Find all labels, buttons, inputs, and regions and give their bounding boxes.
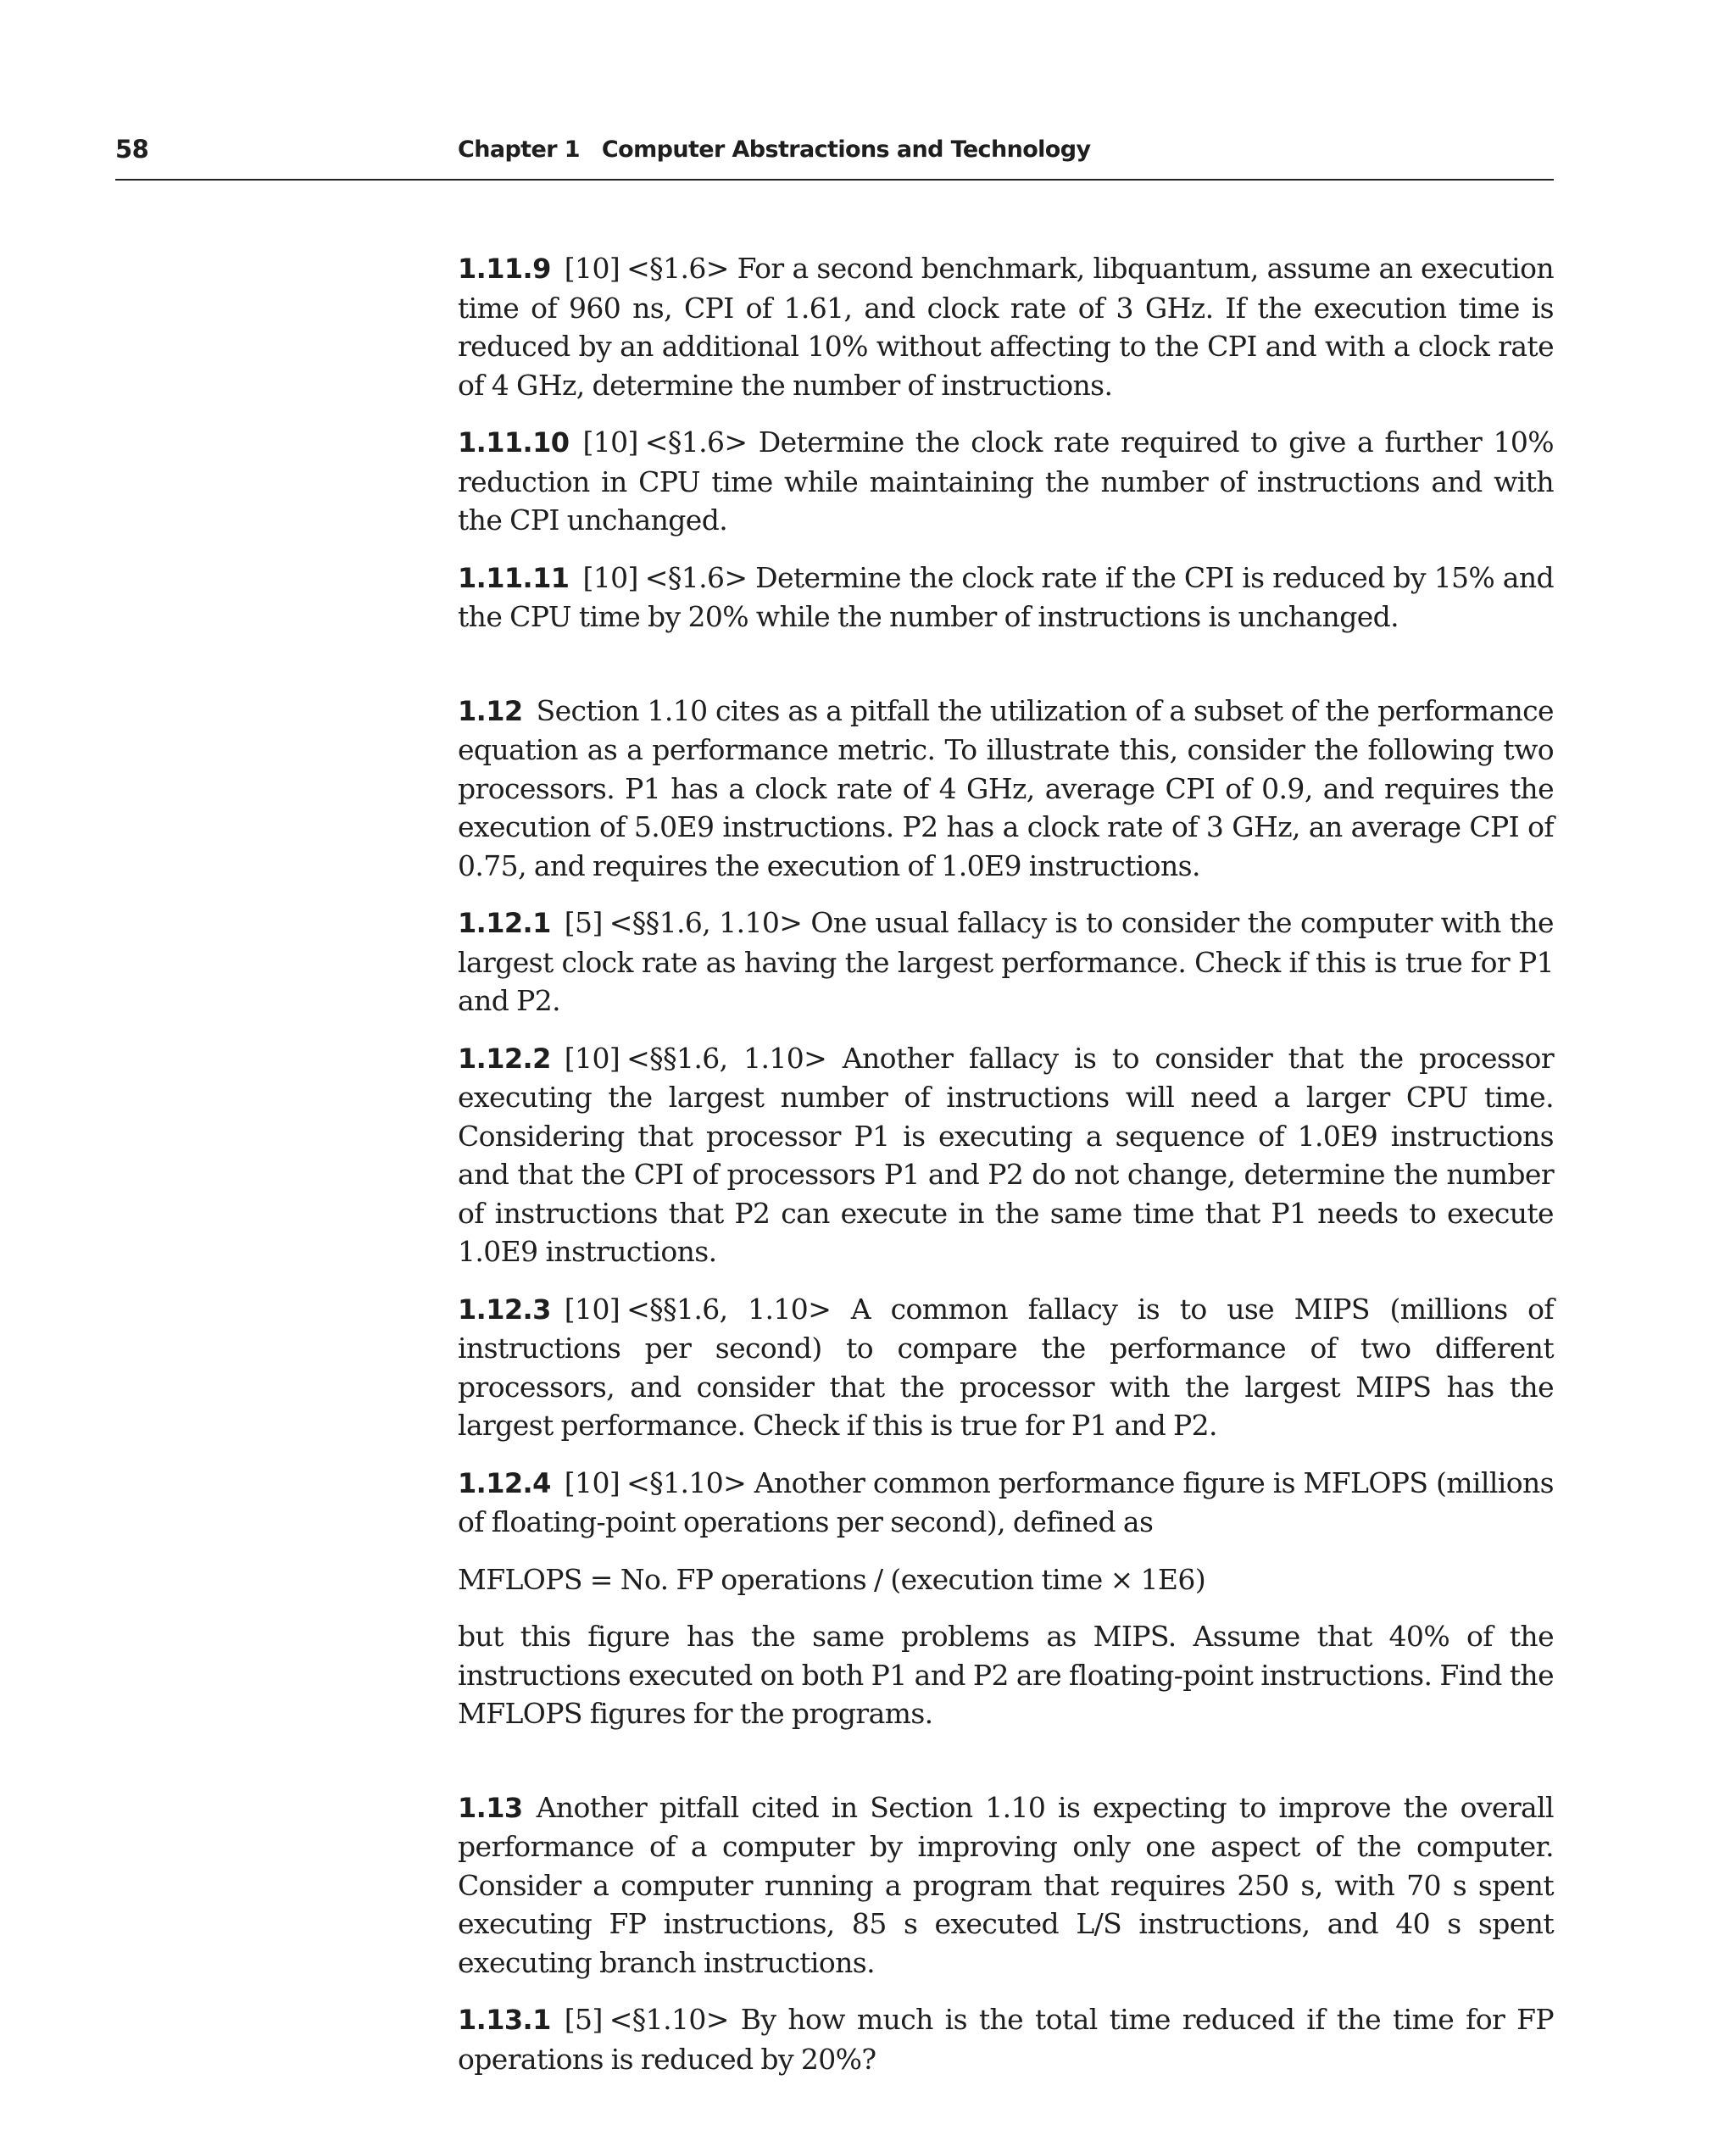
exercise-points: [5]: [564, 2003, 603, 2036]
exercise-1-13-1: [458, 2000, 1554, 2078]
exercise-text: <§1.10> Another common performance figure is MFLOPS (millions of floating-point operations per second), defined as: [458, 1465, 1554, 1538]
exercise-1-11-10: [458, 423, 1554, 540]
running-head: [458, 133, 1090, 167]
exercise-text: <§§1.6, 1.10> Another fallacy is to consider that the processor executing the largest number of instructions will need a larger CPU time. Considering that processor P1 is executing a sequence of 1.0E9 instructions and that the CPI of processors P1 and P2 do not change, determine the number of instructions that P2 can execute in the same time that P1 needs to execute 1.0E9 instructions.: [458, 1041, 1554, 1268]
exercise-points: [10]: [564, 1041, 620, 1075]
exercise-number: 1.13.1: [458, 2004, 551, 2036]
exercise-points: [10]: [582, 560, 638, 594]
exercise-points: [10]: [582, 425, 638, 459]
exercise-number: 1.11.10: [458, 426, 570, 459]
exercise-1-11-11: [458, 559, 1554, 637]
exercise-body: [458, 249, 1554, 2078]
exercise-points: [5]: [564, 906, 603, 939]
exercise-number: 1.11.11: [458, 561, 570, 594]
exercise-1-13: [458, 1788, 1554, 1983]
exercise-text: <§§1.6, 1.10> One usual fallacy is to consider the computer with the largest clock rate as having the largest performance. Check if this is true for P1 and P2.: [458, 906, 1554, 1017]
exercise-text: <§1.6> Determine the clock rate required to give a further 10% reduction in CPU time while maintaining the number of instructions and with the CPI unchanged.: [458, 425, 1554, 537]
header-rule: [115, 179, 1554, 181]
exercise-1-12-4: [458, 1464, 1554, 1542]
exercise-points: [10]: [564, 1465, 620, 1499]
exercise-1-11-9: [458, 249, 1554, 404]
exercise-1-12-1: [458, 904, 1554, 1020]
exercise-text: <§1.10> By how much is the total time reduced if the time for FP operations is reduced by 20%?: [458, 2003, 1554, 2076]
exercise-1-12-2: [458, 1039, 1554, 1271]
exercise-number: 1.12: [458, 694, 523, 727]
chapter-label: Chapter 1: [458, 136, 580, 163]
exercise-number: 1.11.9: [458, 253, 551, 285]
exercise-points: [10]: [564, 1292, 620, 1326]
exercise-1-12-4-continuation: but this figure has the same problems as MIPS. Assume that 40% of the instructions executed on both P1 and P2 are floating-point instructions. Find the MFLOPS figures for the programs.: [458, 1620, 1554, 1730]
exercise-text: Another pitfall cited in Section 1.10 is expecting to improve the overall performance of a computer by improving only one aspect of the computer. Consider a computer running a program that requires 250 s, with 70 s spent executing FP instructions, 85 s executed L/S instructions, and 40 s spent executing branch instructions.: [458, 1790, 1554, 1979]
exercise-1-12: [458, 692, 1554, 886]
mflops-formula: MFLOPS = No. FP operations / (execution time × 1E6): [458, 1562, 1206, 1596]
page-number: 58: [115, 135, 149, 164]
exercise-1-12-3: [458, 1290, 1554, 1445]
exercise-number: 1.12.1: [458, 907, 551, 939]
exercise-number: 1.13: [458, 1791, 523, 1824]
exercise-text: <§1.6> Determine the clock rate if the CPI is reduced by 15% and the CPU time by 20% while the number of instructions is unchanged.: [458, 560, 1554, 633]
exercise-points: [10]: [564, 252, 620, 285]
exercise-text: Section 1.10 cites as a pitfall the utilization of a subset of the performance equation as a performance metric. To illustrate this, consider the following two processors. P1 has a clock rate of 4 GHz, average CPI of 0.9, and requires the execution of 5.0E9 instructions. P2 has a clock rate of 3 GHz, an average CPI of 0.75, and requires the execution of 1.0E9 instructions.: [458, 693, 1554, 882]
exercise-number: 1.12.2: [458, 1042, 551, 1075]
exercise-number: 1.12.4: [458, 1466, 551, 1499]
exercise-text: <§1.6> For a second benchmark, libquantum, assume an execution time of 960 ns, CPI of 1.61, and clock rate of 3 GHz. If the execution time is reduced by an additional 10% without affecting to the CPI and with a clock rate of 4 GHz, determine the number of instructions.: [458, 252, 1554, 402]
chapter-title: Computer Abstractions and Technology: [601, 136, 1091, 163]
exercise-text: <§§1.6, 1.10> A common fallacy is to use MIPS (millions of instructions per second) to compare the performance of two different processors, and consider that the processor with the largest MIPS has the largest performance. Check if this is true for P1 and P2.: [458, 1292, 1554, 1442]
exercise-number: 1.12.3: [458, 1293, 551, 1326]
